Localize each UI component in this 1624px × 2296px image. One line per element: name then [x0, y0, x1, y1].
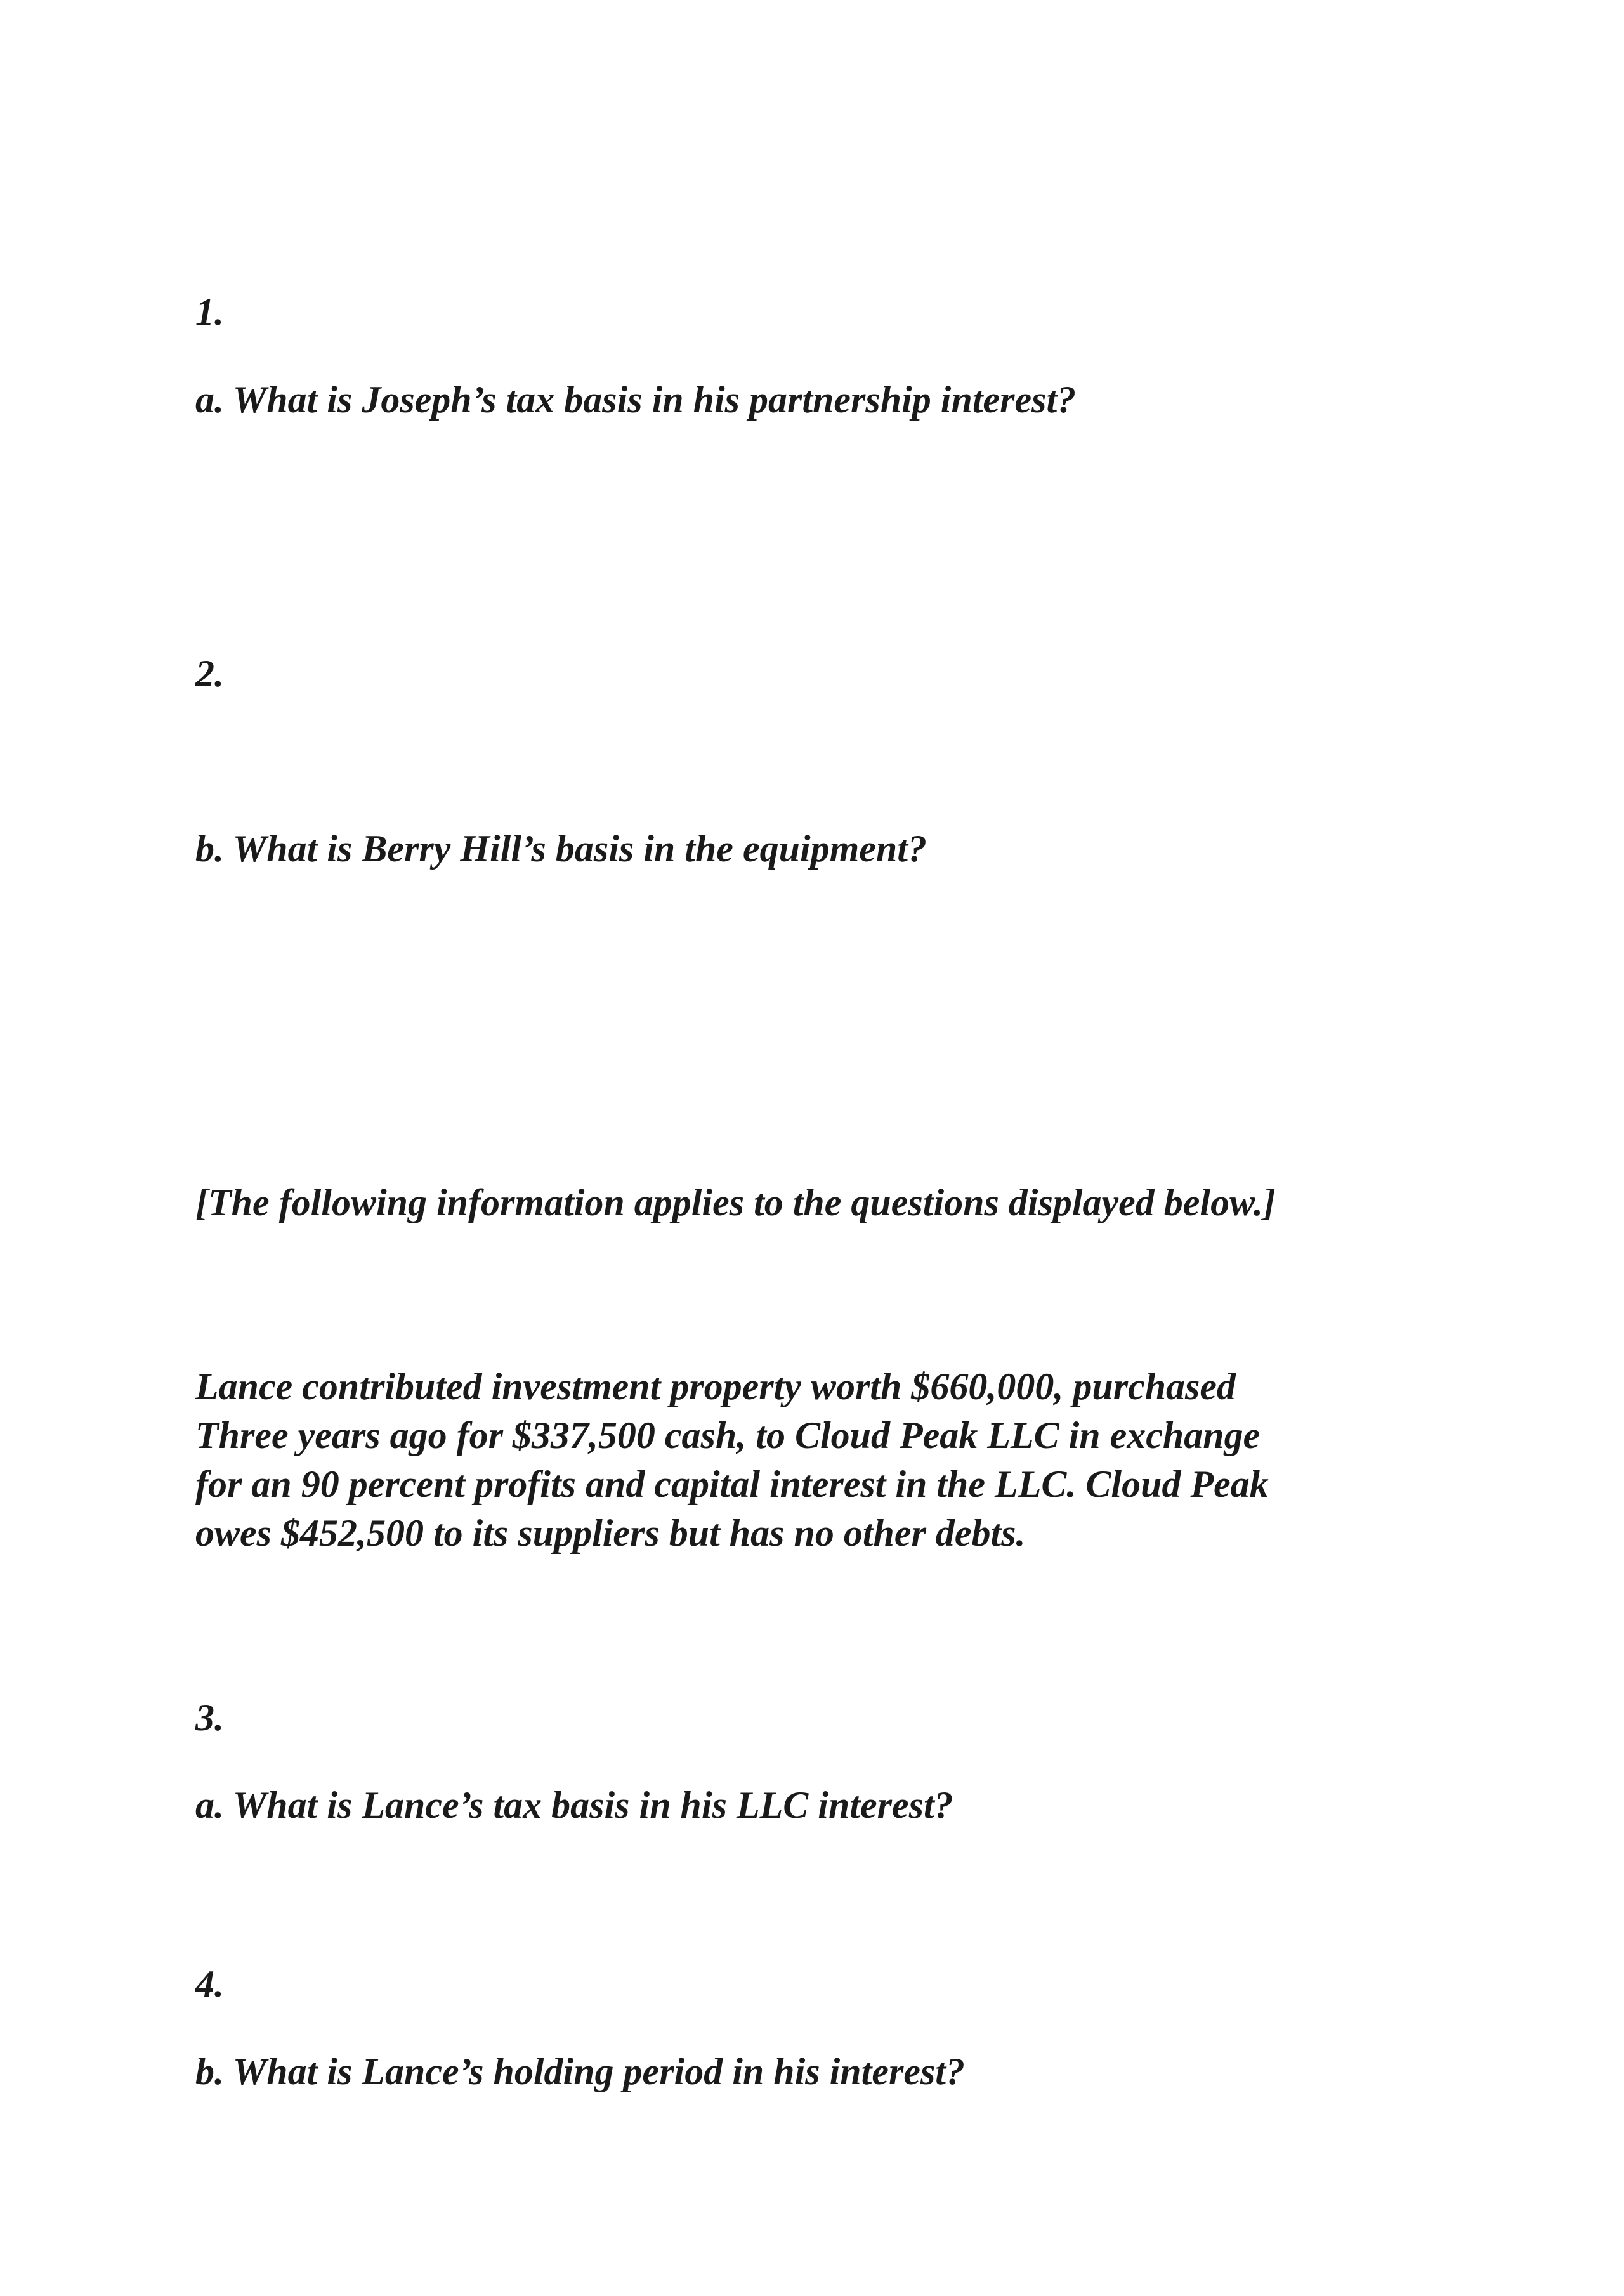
scenario-line-1: Lance contributed investment property worth $660,000, purchased — [195, 1366, 1236, 1407]
scenario-paragraph — [195, 1362, 1464, 1558]
scenario-line-2: Three years ago for $337,500 cash, to Cloud Peak LLC in exchange — [195, 1414, 1261, 1456]
question-4-text: b. What is Lance’s holding period in his interest? — [195, 2051, 965, 2092]
question-4-number: 4. — [195, 1963, 224, 2005]
scenario-line-3: for an 90 percent profits and capital interest in the LLC. Cloud Peak — [195, 1463, 1269, 1505]
question-1-number: 1. — [195, 291, 224, 333]
info-note: [The following information applies to the questions displayed below.] — [195, 1182, 1276, 1223]
question-2-text: b. What is Berry Hill’s basis in the equipment? — [195, 828, 927, 870]
question-1-text: a. What is Joseph’s tax basis in his partnership interest? — [195, 379, 1077, 421]
question-3-text: a. What is Lance’s tax basis in his LLC interest? — [195, 1784, 953, 1826]
question-3-number: 3. — [195, 1697, 224, 1738]
question-2-number: 2. — [195, 653, 224, 695]
scenario-line-4: owes $452,500 to its suppliers but has no other debts. — [195, 1512, 1026, 1554]
